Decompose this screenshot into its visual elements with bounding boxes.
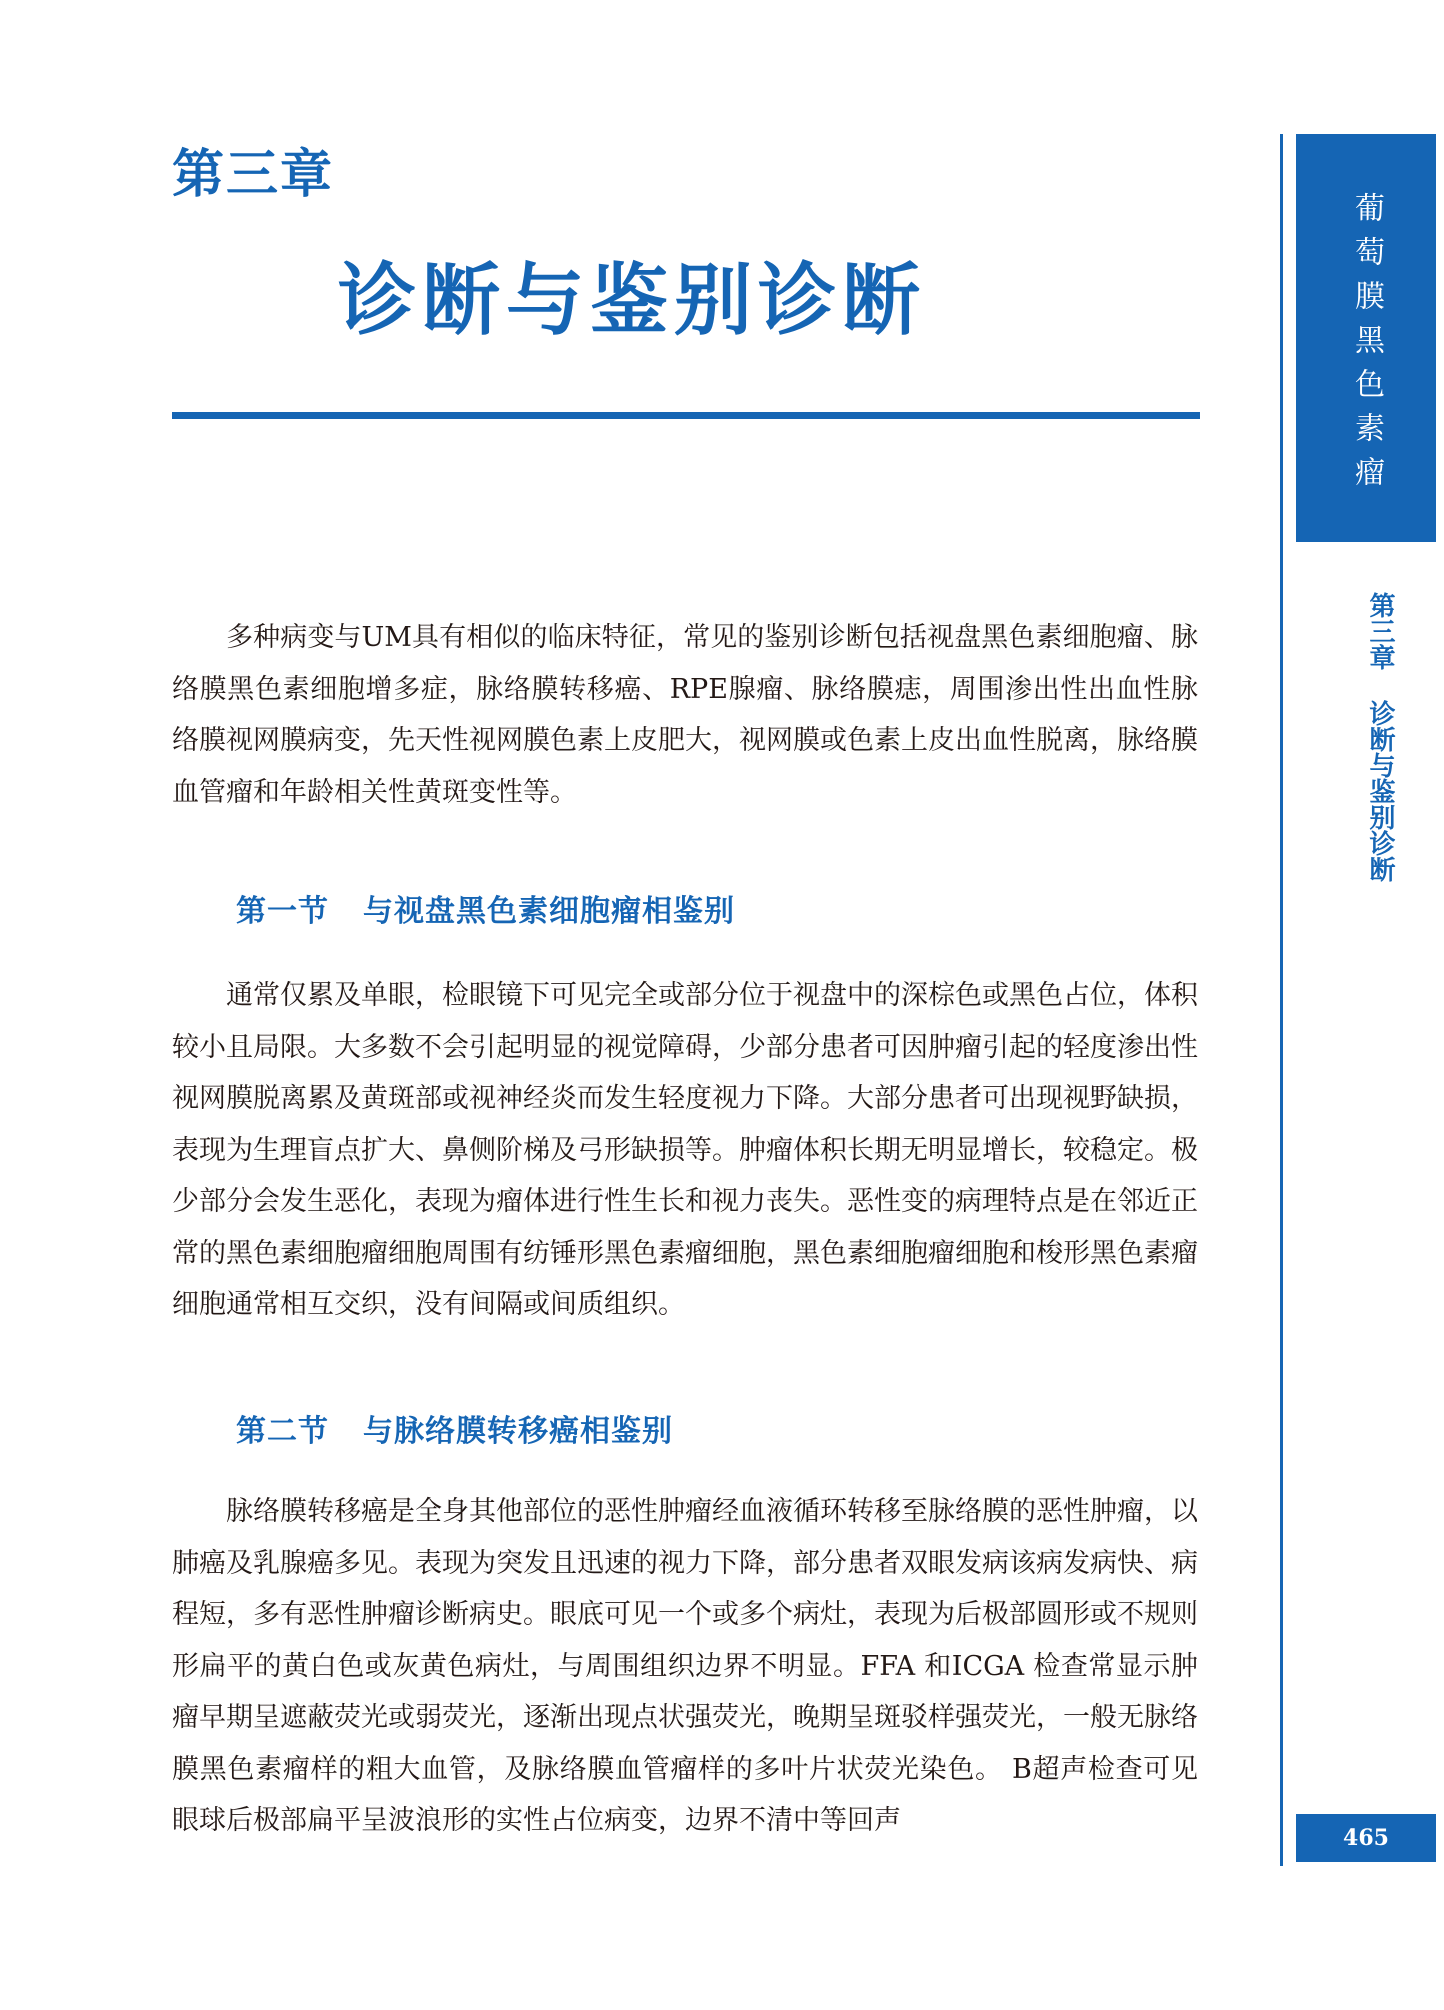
section-2-paragraph: 脉络膜转移癌是全身其他部位的恶性肿瘤经血液循环转移至脉络膜的恶性肿瘤，以肺癌及乳腺癌多见。表现为突发且迅速的视力下降，部分患者双眼发病该病发病快、病程短，多有恶性肿瘤诊断病史。眼底可见一个或多个病灶，表现为后极部圆形或不规则形扁平的黄白色或灰黄色病灶，与周围组织边界不明显。FFA 和ICGA 检查常显示肿瘤早期呈遮蔽荧光或弱荧光，逐渐出现点状强荧光，晚期呈斑驳样强荧光，一般无脉络膜黑色素瘤样的粗大血管，及脉络膜血管瘤样的多叶片状荧光染色。 B超声检查可见眼球后极部扁平呈波浪形的实性占位病变，边界不清中等回声 xyxy=(172,1496,1198,1836)
section-title: 与视盘黑色素细胞瘤相鉴别 xyxy=(363,894,735,929)
side-running-chapter-title: 第三章 诊断与鉴别诊断 xyxy=(1365,592,1395,882)
section-number: 第二节 xyxy=(236,1414,329,1449)
side-book-title: 葡萄膜黑色素瘤 xyxy=(1349,192,1384,500)
section-heading-2 xyxy=(236,1406,673,1450)
section-number: 第一节 xyxy=(236,894,329,929)
chapter-title-divider xyxy=(172,412,1200,419)
page-number: 465 xyxy=(1296,1814,1436,1862)
intro-paragraph: 多种病变与UM具有相似的临床特征，常见的鉴别诊断包括视盘黑色素细胞瘤、脉络膜黑色素细胞增多症，脉络膜转移癌、RPE腺瘤、脉络膜痣，周围渗出性出血性脉络膜视网膜病变，先天性视网膜色素上皮肥大，视网膜或色素上皮出血性脱离，脉络膜血管瘤和年龄相关性黄斑变性等。 xyxy=(172,622,1198,808)
chapter-number: 第三章 xyxy=(172,145,335,205)
side-margin-rule xyxy=(1280,134,1283,1866)
section-1-paragraph: 通常仅累及单眼，检眼镜下可见完全或部分位于视盘中的深棕色或黑色占位，体积较小且局限。大多数不会引起明显的视觉障碍，少部分患者可因肿瘤引起的轻度渗出性视网膜脱离累及黄斑部或视神经炎而发生轻度视力下降。大部分患者可出现视野缺损，表现为生理盲点扩大、鼻侧阶梯及弓形缺损等。肿瘤体积长期无明显增长，较稳定。极少部分会发生恶化，表现为瘤体进行性生长和视力丧失。恶性变的病理特点是在邻近正常的黑色素细胞瘤细胞周围有纺锤形黑色素瘤细胞，黑色素细胞瘤细胞和梭形黑色素瘤细胞通常相互交织，没有间隔或间质组织。 xyxy=(172,980,1198,1320)
chapter-title: 诊断与鉴别诊断 xyxy=(338,256,927,346)
section-title: 与脉络膜转移癌相鉴别 xyxy=(363,1414,673,1449)
section-heading-1 xyxy=(236,886,735,930)
